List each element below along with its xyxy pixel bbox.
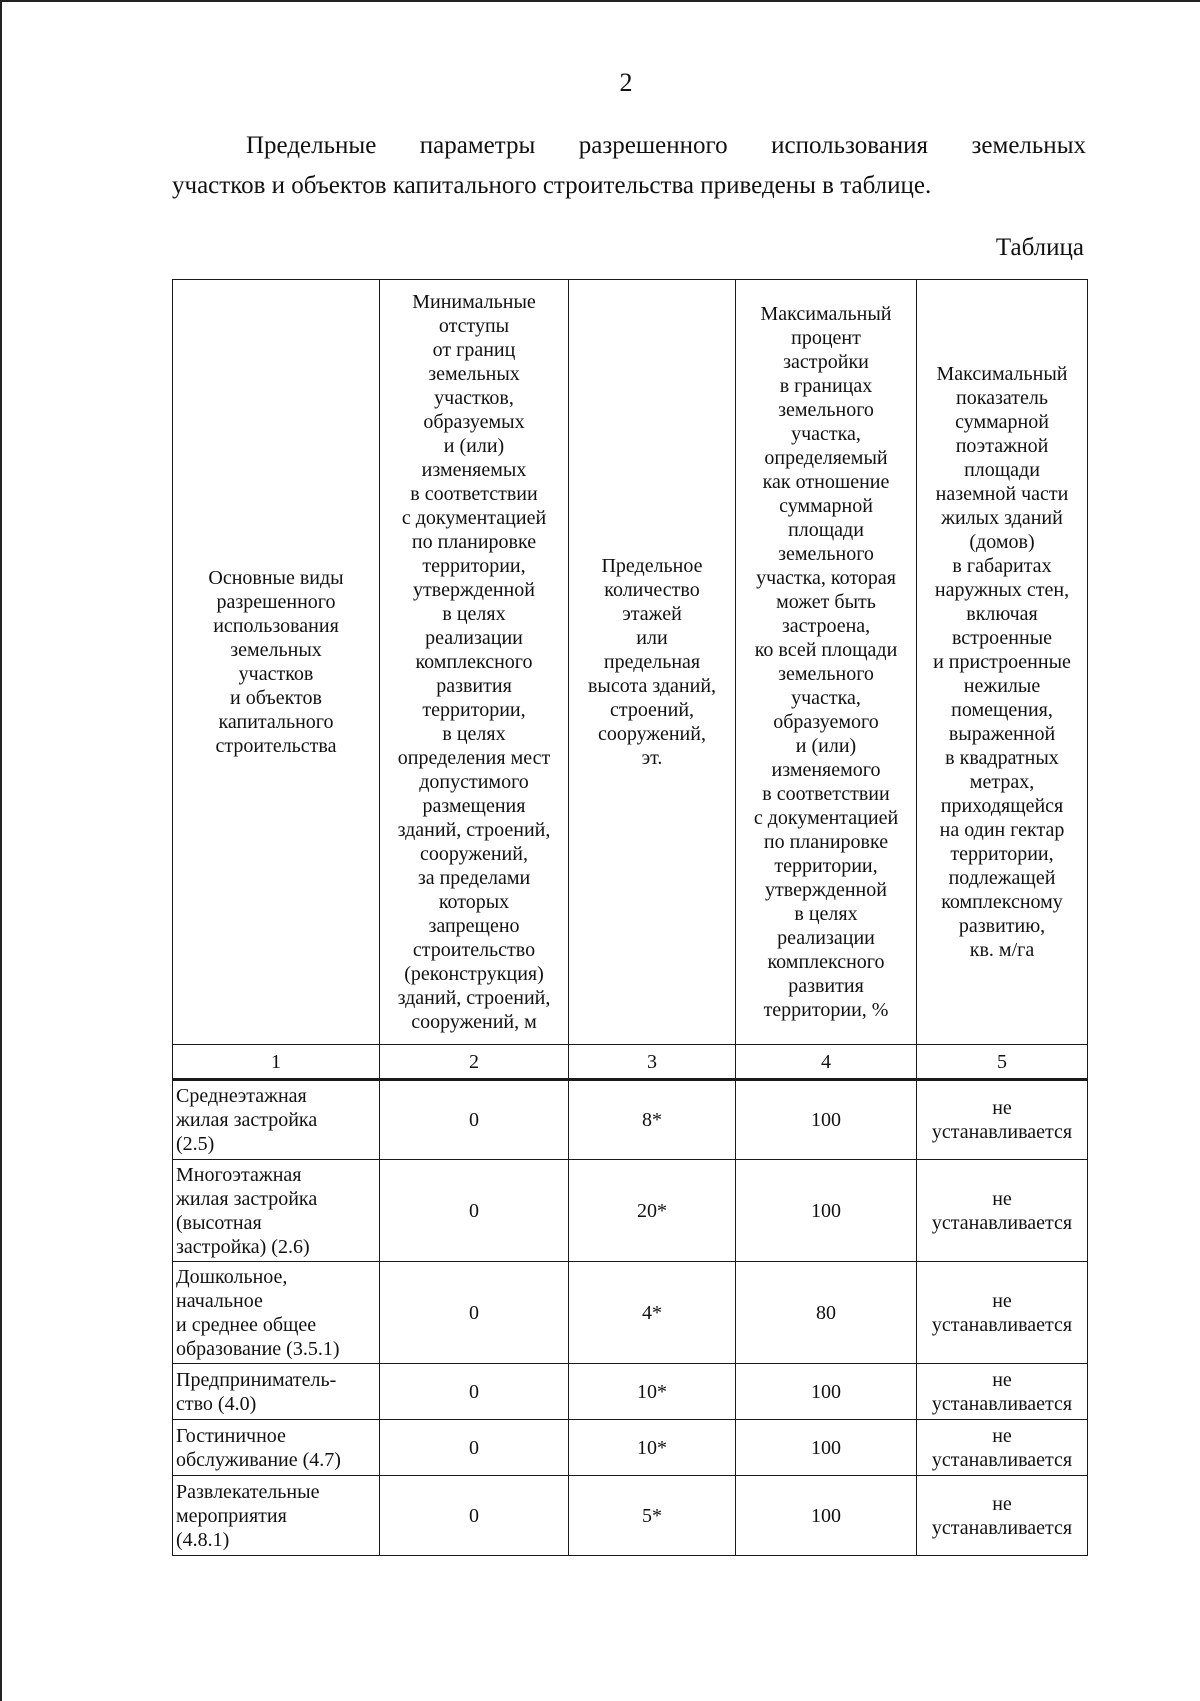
column-number: 1: [173, 1045, 380, 1080]
table-header-row: [173, 280, 1088, 1045]
table-caption: Таблица: [995, 234, 1084, 261]
cell-text: не устанавливается: [931, 1097, 1073, 1143]
cell-text: Среднеэтажная жилая застройка (2.5): [176, 1085, 318, 1155]
floors-cell: 8*: [569, 1080, 736, 1160]
floor-area-cell: [917, 1476, 1088, 1556]
intro-line-1: Предельные параметры разрешенного использования земельных: [246, 132, 1086, 159]
cell-text: Многоэтажная жилая застройка (высотная застройка) (2.6): [176, 1163, 318, 1258]
cell-text: Гостиничное обслуживание (4.7): [176, 1424, 341, 1471]
table-row: [173, 1160, 1088, 1262]
header-cell-setback: [380, 280, 569, 1045]
floor-area-cell: [917, 1364, 1088, 1420]
cell-text: Дошкольное, начальное и среднее общее образование (3.5.1): [176, 1265, 340, 1360]
column-number: 5: [917, 1045, 1088, 1080]
setback-cell: 0: [380, 1420, 569, 1476]
column-number-row: [173, 1045, 1088, 1080]
header-cell-coverage: [736, 280, 917, 1045]
land-use-type-cell: [173, 1420, 380, 1476]
floors-cell: 5*: [569, 1476, 736, 1556]
header-text: Максимальный процент застройки в границах земельного участка, определяемый как отношение суммарной площади земельного участка, которая может быть застроена, ко всей площади земельного участка, образуемого и (или) изменяемого в соответствии с документацией по планировке территории, утвержденной в целях реализации комплексного развития территории, %: [753, 303, 899, 1021]
page-top-edge: [0, 0, 1200, 2]
coverage-cell: 100: [736, 1420, 917, 1476]
table-row: [173, 1080, 1088, 1160]
column-number: 3: [569, 1045, 736, 1080]
header-text: Минимальные отступы от границ земельных участков, образуемых и (или) изменяемых в соответствии с документацией по планировке территории, утвержденной в целях реализации комплексного развития территории, в целях определения мест допустимого размещения зданий, строений, сооружений, за пределами которых запрещено строительство (реконструкция) зданий, строений, сооружений, м: [397, 291, 551, 1033]
setback-cell: 0: [380, 1262, 569, 1364]
intro-paragraph: [172, 126, 1086, 206]
table-row: [173, 1262, 1088, 1364]
setback-cell: 0: [380, 1160, 569, 1262]
setback-cell: 0: [380, 1080, 569, 1160]
parameters-table: [172, 279, 1088, 1556]
column-number: 2: [380, 1045, 569, 1080]
coverage-cell: 80: [736, 1262, 917, 1364]
header-cell-floor-area: [917, 280, 1088, 1045]
table-row: [173, 1364, 1088, 1420]
header-text: Предельное количество этажей или предельная высота зданий, строений, сооружений, эт.: [587, 555, 717, 769]
header-cell-land-use-type: [173, 280, 380, 1045]
land-use-type-cell: [173, 1160, 380, 1262]
land-use-type-cell: [173, 1262, 380, 1364]
floor-area-cell: [917, 1080, 1088, 1160]
cell-text: не устанавливается: [931, 1289, 1073, 1336]
column-number: 4: [736, 1045, 917, 1080]
table-row: [173, 1420, 1088, 1476]
land-use-type-cell: [173, 1476, 380, 1556]
land-use-type-cell: [173, 1364, 380, 1420]
setback-cell: 0: [380, 1476, 569, 1556]
floors-cell: 10*: [569, 1420, 736, 1476]
floor-area-cell: [917, 1420, 1088, 1476]
floor-area-cell: [917, 1262, 1088, 1364]
floor-area-cell: [917, 1160, 1088, 1262]
header-cell-floors: [569, 280, 736, 1045]
floors-cell: 20*: [569, 1160, 736, 1262]
setback-cell: 0: [380, 1364, 569, 1420]
cell-text: Развлекательные мероприятия (4.8.1): [176, 1480, 320, 1551]
page-left-edge: [0, 0, 2, 1701]
cell-text: Предприниматель- ство (4.0): [176, 1368, 337, 1415]
coverage-cell: 100: [736, 1364, 917, 1420]
cell-text: не устанавливается: [931, 1187, 1073, 1234]
intro-line-2: участков и объектов капитального строительства приведены в таблице.: [172, 172, 932, 199]
floors-cell: 4*: [569, 1262, 736, 1364]
page-number: 2: [619, 68, 633, 97]
coverage-cell: 100: [736, 1080, 917, 1160]
land-use-type-cell: [173, 1080, 380, 1160]
floors-cell: 10*: [569, 1364, 736, 1420]
cell-text: не устанавливается: [931, 1424, 1073, 1471]
coverage-cell: 100: [736, 1160, 917, 1262]
header-text: Максимальный показатель суммарной поэтажной площади наземной части жилых зданий (домов) в габаритах наружных стен, включая встроенные и пристроенные нежилые помещения, выраженной в квадратных метрах, приходящейся на один гектар территории, подлежащей комплексному развитию, кв. м/га: [933, 363, 1071, 961]
coverage-cell: 100: [736, 1476, 917, 1556]
cell-text: не устанавливается: [931, 1368, 1073, 1415]
header-text: Основные виды разрешенного использования земельных участков и объектов капитального строительства: [208, 567, 344, 757]
table-row: [173, 1476, 1088, 1556]
cell-text: не устанавливается: [931, 1492, 1073, 1539]
